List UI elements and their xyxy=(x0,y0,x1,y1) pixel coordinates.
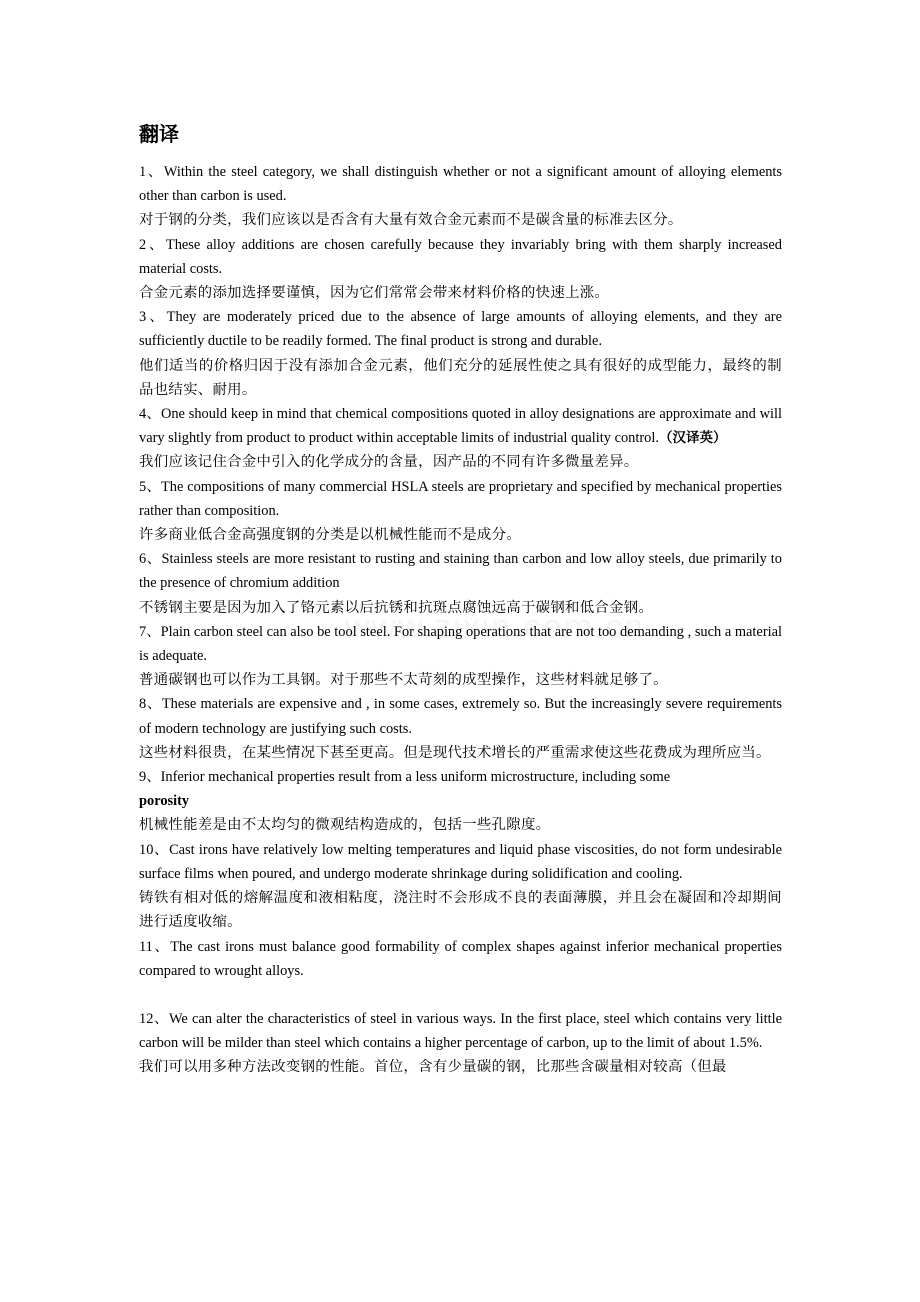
english-sentence: 3、They are moderately priced due to the absence of large amounts of alloying elements, and they are sufficiently ductile to be readily formed. The final product is strong and durable. xyxy=(139,309,782,350)
chinese-translation: 对于钢的分类，我们应该以是否含有大量有效合金元素而不是碳含量的标准去区分。 xyxy=(139,212,683,229)
list-item xyxy=(139,305,782,402)
list-item xyxy=(139,935,782,983)
list-item xyxy=(139,233,782,306)
chinese-translation: 这些材料很贵，在某些情况下甚至更高。但是现代技术增长的严重需求使这些花费成为理所应当。 xyxy=(139,744,771,761)
list-item xyxy=(139,1007,782,1080)
english-sentence: 9、Inferior mechanical properties result from a less uniform microstructure, including some xyxy=(139,769,671,786)
blank-line xyxy=(139,983,782,1007)
english-sentence: 12、We can alter the characteristics of steel in various ways. In the first place, steel which contains very little carbon will be milder than steel which contains a higher percentage of carbon, up to the limit of about 1.5%. xyxy=(139,1010,782,1052)
page-title: 翻译 xyxy=(139,122,179,146)
list-item xyxy=(139,475,782,548)
english-sentence: 5、The compositions of many commercial HSLA steels are proprietary and specified by mechanical properties rather than composition. xyxy=(139,478,782,519)
english-sentence: 10、Cast irons have relatively low melting temperatures and liquid phase viscosities, do not form undesirable surface films when poured, and undergo moderate shrinkage during solidification and cooling. xyxy=(139,841,782,882)
chinese-translation: 他们适当的价格归因于没有添加合金元素，他们充分的延展性使之具有很好的成型能力，最终的制品也结实、耐用。 xyxy=(139,357,782,398)
english-sentence: 11、The cast irons must balance good formability of complex shapes against inferior mechanical properties compared to wrought alloys. xyxy=(139,938,782,979)
chinese-translation: 铸铁有相对低的熔解温度和液相粘度，浇注时不会形成不良的表面薄膜，并且会在凝固和冷却期间进行适度收缩。 xyxy=(139,890,782,931)
chinese-translation: 合金元素的添加选择要谨慎，因为它们常常会带来材料价格的快速上涨。 xyxy=(139,285,610,302)
list-item xyxy=(139,160,782,233)
english-sentence: 6、Stainless steels are more resistant to rusting and staining than carbon and low alloy steels, due primarily to the presence of chromium addition xyxy=(139,551,782,592)
list-item xyxy=(139,402,782,475)
list-item xyxy=(139,620,782,693)
chinese-translation: 我们可以用多种方法改变钢的性能。首位，含有少量碳的钢，比那些含碳量相对较高（但最 xyxy=(139,1059,727,1076)
list-item xyxy=(139,765,782,838)
chinese-translation: 不锈钢主要是因为加入了铬元素以后抗锈和抗斑点腐蚀远高于碳钢和低合金钢。 xyxy=(139,599,654,616)
document-page xyxy=(139,120,782,1080)
english-sentence: 2、These alloy additions are chosen carefully because they invariably bring with them sharply increased material costs. xyxy=(139,236,782,277)
english-sentence-with-tag xyxy=(139,402,782,450)
chinese-translation: 普通碳钢也可以作为工具钢。对于那些不太苛刻的成型操作，这些材料就足够了。 xyxy=(139,672,668,689)
translation-direction-tag: （汉译英） xyxy=(658,430,727,447)
english-sentence: 4、One should keep in mind that chemical compositions quoted in alloy designations are approximate and will vary slightly from product to product within acceptable limits of industrial quality control. xyxy=(139,406,782,447)
list-item xyxy=(139,547,782,620)
list-item xyxy=(139,838,782,935)
chinese-translation: 许多商业低合金高强度钢的分类是以机械性能而不是成分。 xyxy=(139,527,521,544)
chinese-translation: 我们应该记住合金中引入的化学成分的含量，因产品的不同有许多微量差异。 xyxy=(139,454,639,471)
english-sentence: 7、Plain carbon steel can also be tool steel. For shaping operations that are not too demanding , such a material is adequate. xyxy=(139,623,782,665)
english-sentence: 1、Within the steel category, we shall distinguish whether or not a significant amount of alloying elements other than carbon is used. xyxy=(139,164,782,205)
english-sentence: 8、These materials are expensive and , in some cases, extremely so. But the increasingly severe requirements of modern technology are justifying such costs. xyxy=(139,696,782,737)
list-item xyxy=(139,692,782,765)
chinese-translation: 机械性能差是由不太均匀的微观结构造成的，包括一些孔隙度。 xyxy=(139,817,551,834)
bold-term: porosity xyxy=(139,793,190,810)
